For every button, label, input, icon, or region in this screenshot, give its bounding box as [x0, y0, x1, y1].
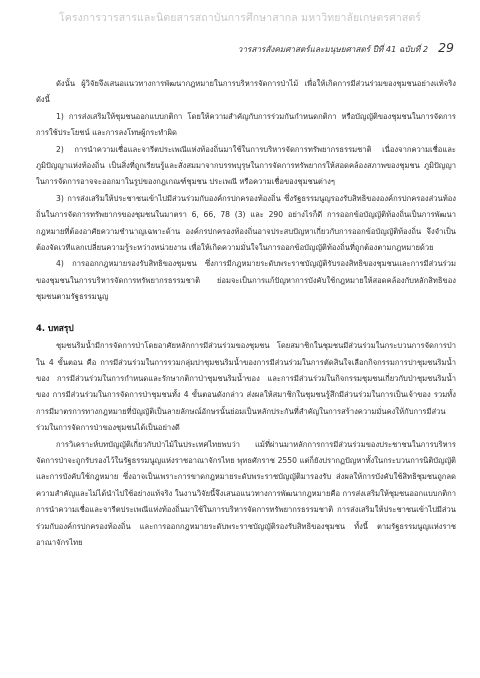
summary-paragraph-1: ชุมชนริมน้ำมีการจัดการป่าโดยอาศัยหลักการมีส่วนร่วมของชุมชน โดยสมาชิกในชุมชนมีส่วนร่วมในกระบวนการจัดการป่า ใน 4 ขั้นตอน คือ การมีส่วนร่วมในการรวมกลุ่มปาชุมชนริมน้ำของการมีส่วนร่วมในการตัดสินใจเลือกกิจกรรมการปาชุมชนริมน้ำของ การมีส่วนร่วมในการกำหนดและรักษากติกาป่าชุมชนริมน้ำของ และการมีส่วนร่วมในกิจกรรมชุมชนเกี่ยวกับป่าชุมชนริมน้ำของ การมีส่วนร่วมในการจัดการป่าชุมชนทั้ง 4 ขั้นตอนดังกล่าว ส่งผลให้สมาชิกในชุมชนรู้สึกมีส่วนร่วมในการเป็นเจ้าของ รวมทั้งการมีมาตรการทางกฎหมายที่บัญญัติเป็นลายลักษณ์อักษรนั้นย่อมเป็นหลักประกันที่สำคัญในการสร้างความมั่นคงให้กับการมีส่วนร่วมในการจัดการป่าของชุมชนได้เป็นอย่างดี: [36, 341, 456, 433]
page-header: [238, 40, 454, 56]
intro-paragraph: ดังนั้น ผู้วิจัยจึงเสนอแนวทางการพัฒนากฎหมายในการบริหารจัดการป่าไม้ เพื่อให้เกิดการมีส่วนร่วมของชุมชนอย่างแท้จริง ดังนี้: [36, 79, 456, 105]
watermark: โครงการวารสารและนิตยสารสถาบันการศึกษาสากล มหาวิทยาลัยเกษตรศาสตร์: [58, 12, 422, 24]
journal-title: วารสารสังคมศาสตร์และมนุษยศาสตร์ ปีที่ 41 ฉบับที่ 2: [237, 44, 429, 54]
summary-paragraph-2: การวิเคราะห์บทบัญญัติเกี่ยวกับป่าไม้ในประเทศไทยพบว่า แม้ที่ผ่านมาหลักการการมีส่วนร่วมของประชาชนในการบริหารจัดการป่าจะถูกรับรองไว้ในรัฐธรรมนูญแห่งราชอาณาจักรไทย พุทธศักราช 2550 แต่ก็ยังปรากฏปัญหาทั้งในกระบวนการนิติบัญญัติและการบังคับใช้กฎหมาย ซึ่งอาจเป็นเพราะการขาดกฎหมายระดับพระราชบัญญัติมารองรับ ส่งผลให้การบังคับใช้สิทธิชุมชนถูกลดความสำคัญและไม่ได้นำไปใช้อย่างแท้จริง ในงานวิจัยนี้จึงเสนอแนวทางการพัฒนากฎหมายคือ การส่งเสริมให้ชุมชนออกแบบกติกา การนำความเชื่อและจารีตประเพณีแห่งท้องถิ่นมาใช้ในการบริหารจัดการทรัพยากรธรรมชาติ การส่งเสริมให้ประชาชนเข้าไปมีส่วนร่วมกับองค์กรปกครองท้องถิ่น และการออกกฎหมายระดับพระราชบัญญัติรองรับสิทธิของชุมชน ทั้งนี้ ตามรัฐธรรมนูญแห่งราชอาณาจักรไทย: [36, 439, 456, 547]
section-title: 4. บทสรุป: [36, 322, 74, 333]
page-number: 29: [438, 40, 454, 55]
recommendation-2: 2) การนำความเชื่อและจารีตประเพณีแห่งท้องถิ่นมาใช้ในการบริหารจัดการทรัพยากรธรรมชาติ เนื่องจากความเชื่อและภูมิปัญญาแห่งท้องถิ่น เป็นสิ่งที่ถูกเรียนรู้และสั่งสมมาจากบรรพบุรุษในการจัดการทรัพยากรให้สอดคล้องสภาพของชุมชน ภูมิปัญญาในการจัดการอาจจะออกมาในรูปของกฎเกณฑ์ชุมชน ประเพณี หรือความเชื่อของชุมชนต่างๆ: [36, 144, 456, 187]
document-body: [36, 76, 456, 551]
recommendation-1: 1) การส่งเสริมให้ชุมชนออกแบบกติกา โดยให้ความสำคัญกับการร่วมกันกำหนดกติกา หรือบัญญัติของชุมชนในการจัดการ การใช้ประโยชน์ และการลงโทษผู้กระทำผิด: [36, 111, 456, 138]
recommendation-4: 4) การออกกฎหมายรองรับสิทธิของชุมชน ซึ่งการมีกฎหมายระดับพระราชบัญญัติรับรองสิทธิของชุมชนและการมีส่วนร่วมของชุมชนในการบริหารจัดการทรัพยากรธรรมชาติ ย่อมจะเป็นการแก้ปัญหาการบังคับใช้กฎหมายให้สอดคล้องกับหลักสิทธิของชุมชนตามรัฐธรรมนูญ: [36, 259, 456, 302]
recommendation-3: 3) การส่งเสริมให้ประชาชนเข้าไปมีส่วนร่วมกับองค์กรปกครองท้องถิ่น ซึ่งรัฐธรรมนูญรองรับสิทธิขององค์กรปกครองส่วนท้องถิ่นในการจัดการทรัพยากรของชุมชนในมาตรา 6, 66, 78 (3) และ 290 อย่างไรก็ดี การออกข้อบัญญัติท้องถิ่นเป็นการพัฒนากฎหมายที่ต้องอาศัยความชำนาญเฉพาะด้าน องค์กรปกครองท้องถิ่นอาจประสบปัญหาเกี่ยวกับการออกข้อบัญญัติท้องถิ่น จึงจำเป็นต้องจัดเวทีแลกเปลี่ยนความรู้ระหว่างหน่วยงาน เพื่อให้เกิดความมั่นใจในการออกข้อบัญญัติท้องถิ่นที่ถูกต้องตามกฎหมายด้วย: [36, 193, 456, 253]
